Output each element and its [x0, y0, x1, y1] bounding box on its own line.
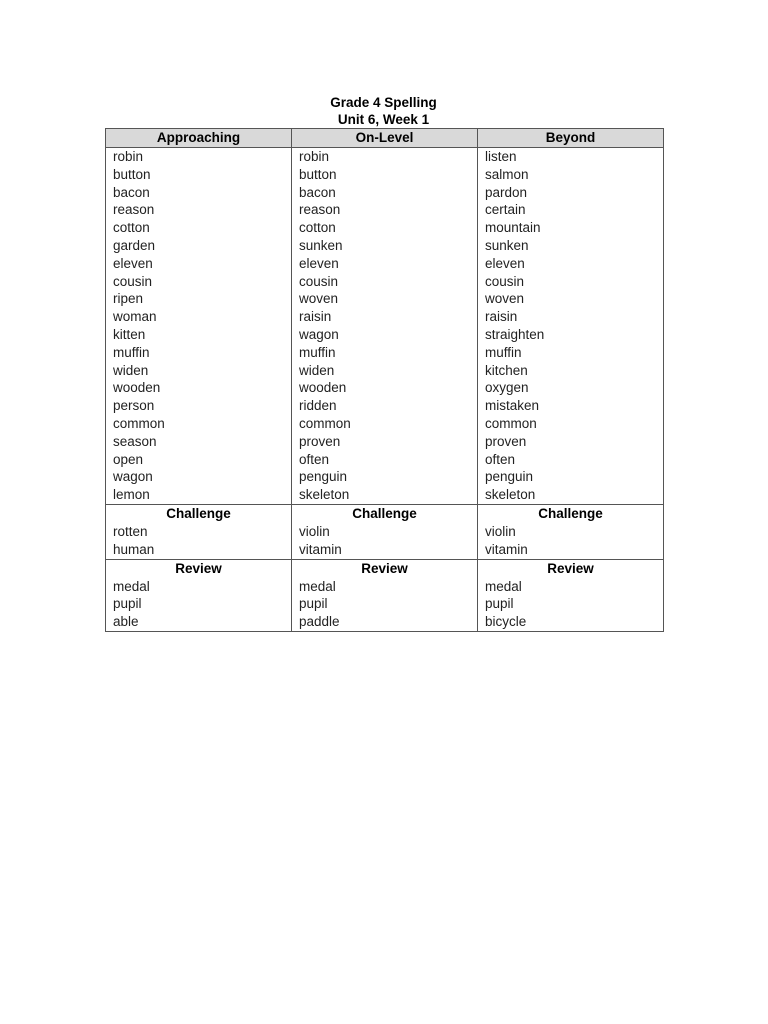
- word-cell-on-level: wooden: [292, 379, 478, 397]
- challenge-header-on-level: Challenge: [292, 504, 478, 523]
- review-word-list: [106, 559, 664, 631]
- word-cell-beyond: salmon: [478, 166, 664, 184]
- word-cell-beyond: medal: [478, 578, 664, 596]
- word-cell-on-level: often: [292, 451, 478, 469]
- word-cell-on-level: proven: [292, 433, 478, 451]
- word-cell-beyond: oxygen: [478, 379, 664, 397]
- word-row: [106, 148, 664, 166]
- word-cell-on-level: raisin: [292, 308, 478, 326]
- word-cell-beyond: muffin: [478, 344, 664, 362]
- word-cell-approaching: lemon: [106, 486, 292, 504]
- word-cell-approaching: reason: [106, 201, 292, 219]
- word-cell-on-level: common: [292, 415, 478, 433]
- word-cell-on-level: woven: [292, 290, 478, 308]
- word-row: [106, 326, 664, 344]
- word-cell-approaching: robin: [106, 148, 292, 166]
- word-cell-beyond: straighten: [478, 326, 664, 344]
- word-cell-beyond: proven: [478, 433, 664, 451]
- column-header-on-level: On-Level: [292, 129, 478, 148]
- word-cell-approaching: woman: [106, 308, 292, 326]
- title-line-grade: Grade 4 Spelling: [330, 95, 437, 110]
- word-cell-approaching: able: [106, 613, 292, 631]
- review-header-approaching: Review: [106, 559, 292, 578]
- word-cell-on-level: paddle: [292, 613, 478, 631]
- word-row: [106, 166, 664, 184]
- column-header-beyond: Beyond: [478, 129, 664, 148]
- word-cell-approaching: bacon: [106, 184, 292, 202]
- challenge-header-approaching: Challenge: [106, 504, 292, 523]
- word-row: [106, 415, 664, 433]
- word-row: [106, 433, 664, 451]
- word-cell-on-level: wagon: [292, 326, 478, 344]
- word-row: [106, 219, 664, 237]
- word-row: [106, 273, 664, 291]
- column-header-approaching: Approaching: [106, 129, 292, 148]
- word-cell-on-level: muffin: [292, 344, 478, 362]
- word-cell-approaching: open: [106, 451, 292, 469]
- word-cell-approaching: button: [106, 166, 292, 184]
- word-cell-beyond: eleven: [478, 255, 664, 273]
- word-cell-approaching: ripen: [106, 290, 292, 308]
- column-header-row: [106, 129, 664, 148]
- challenge-header-beyond: Challenge: [478, 504, 664, 523]
- word-row: [106, 362, 664, 380]
- word-row: [106, 201, 664, 219]
- word-cell-beyond: violin: [478, 523, 664, 541]
- word-row: [106, 468, 664, 486]
- main-word-list: [106, 148, 664, 505]
- word-cell-on-level: penguin: [292, 468, 478, 486]
- word-row: [106, 613, 664, 631]
- word-cell-beyond: sunken: [478, 237, 664, 255]
- word-cell-beyond: mistaken: [478, 397, 664, 415]
- word-row: [106, 308, 664, 326]
- word-cell-on-level: ridden: [292, 397, 478, 415]
- word-cell-beyond: pardon: [478, 184, 664, 202]
- word-row: [106, 486, 664, 504]
- word-cell-beyond: penguin: [478, 468, 664, 486]
- word-cell-on-level: cousin: [292, 273, 478, 291]
- word-cell-on-level: widen: [292, 362, 478, 380]
- word-row: [106, 344, 664, 362]
- document-title: [105, 94, 662, 128]
- word-cell-approaching: muffin: [106, 344, 292, 362]
- word-row: [106, 397, 664, 415]
- word-cell-approaching: medal: [106, 578, 292, 596]
- word-cell-approaching: cotton: [106, 219, 292, 237]
- word-cell-approaching: widen: [106, 362, 292, 380]
- word-cell-beyond: skeleton: [478, 486, 664, 504]
- word-cell-on-level: skeleton: [292, 486, 478, 504]
- word-cell-beyond: bicycle: [478, 613, 664, 631]
- word-cell-approaching: garden: [106, 237, 292, 255]
- word-cell-on-level: medal: [292, 578, 478, 596]
- word-cell-approaching: eleven: [106, 255, 292, 273]
- word-row: [106, 290, 664, 308]
- word-cell-beyond: woven: [478, 290, 664, 308]
- word-cell-on-level: reason: [292, 201, 478, 219]
- word-row: [106, 255, 664, 273]
- word-cell-approaching: wooden: [106, 379, 292, 397]
- word-cell-approaching: common: [106, 415, 292, 433]
- word-cell-on-level: bacon: [292, 184, 478, 202]
- review-header-on-level: Review: [292, 559, 478, 578]
- word-row: [106, 184, 664, 202]
- title-line-unit-week: Unit 6, Week 1: [337, 112, 430, 127]
- word-row: [106, 595, 664, 613]
- word-row: [106, 451, 664, 469]
- word-cell-approaching: cousin: [106, 273, 292, 291]
- word-row: [106, 237, 664, 255]
- word-row: [106, 379, 664, 397]
- word-cell-approaching: human: [106, 541, 292, 559]
- word-row: [106, 523, 664, 541]
- word-cell-approaching: kitten: [106, 326, 292, 344]
- word-cell-beyond: vitamin: [478, 541, 664, 559]
- challenge-word-list: [106, 504, 664, 559]
- word-cell-on-level: robin: [292, 148, 478, 166]
- word-cell-beyond: pupil: [478, 595, 664, 613]
- word-cell-beyond: raisin: [478, 308, 664, 326]
- word-row: [106, 578, 664, 596]
- word-cell-beyond: listen: [478, 148, 664, 166]
- word-row: [106, 541, 664, 559]
- word-cell-on-level: cotton: [292, 219, 478, 237]
- word-cell-beyond: kitchen: [478, 362, 664, 380]
- word-cell-on-level: pupil: [292, 595, 478, 613]
- word-cell-beyond: common: [478, 415, 664, 433]
- review-header-row: [106, 559, 664, 578]
- word-cell-approaching: rotten: [106, 523, 292, 541]
- word-cell-on-level: sunken: [292, 237, 478, 255]
- word-cell-on-level: button: [292, 166, 478, 184]
- word-cell-approaching: season: [106, 433, 292, 451]
- word-cell-approaching: person: [106, 397, 292, 415]
- word-cell-on-level: violin: [292, 523, 478, 541]
- word-cell-approaching: pupil: [106, 595, 292, 613]
- word-cell-on-level: eleven: [292, 255, 478, 273]
- spelling-word-table: [105, 128, 664, 632]
- word-cell-approaching: wagon: [106, 468, 292, 486]
- challenge-header-row: [106, 504, 664, 523]
- word-cell-beyond: cousin: [478, 273, 664, 291]
- word-cell-beyond: often: [478, 451, 664, 469]
- review-header-beyond: Review: [478, 559, 664, 578]
- word-cell-beyond: mountain: [478, 219, 664, 237]
- word-cell-beyond: certain: [478, 201, 664, 219]
- word-cell-on-level: vitamin: [292, 541, 478, 559]
